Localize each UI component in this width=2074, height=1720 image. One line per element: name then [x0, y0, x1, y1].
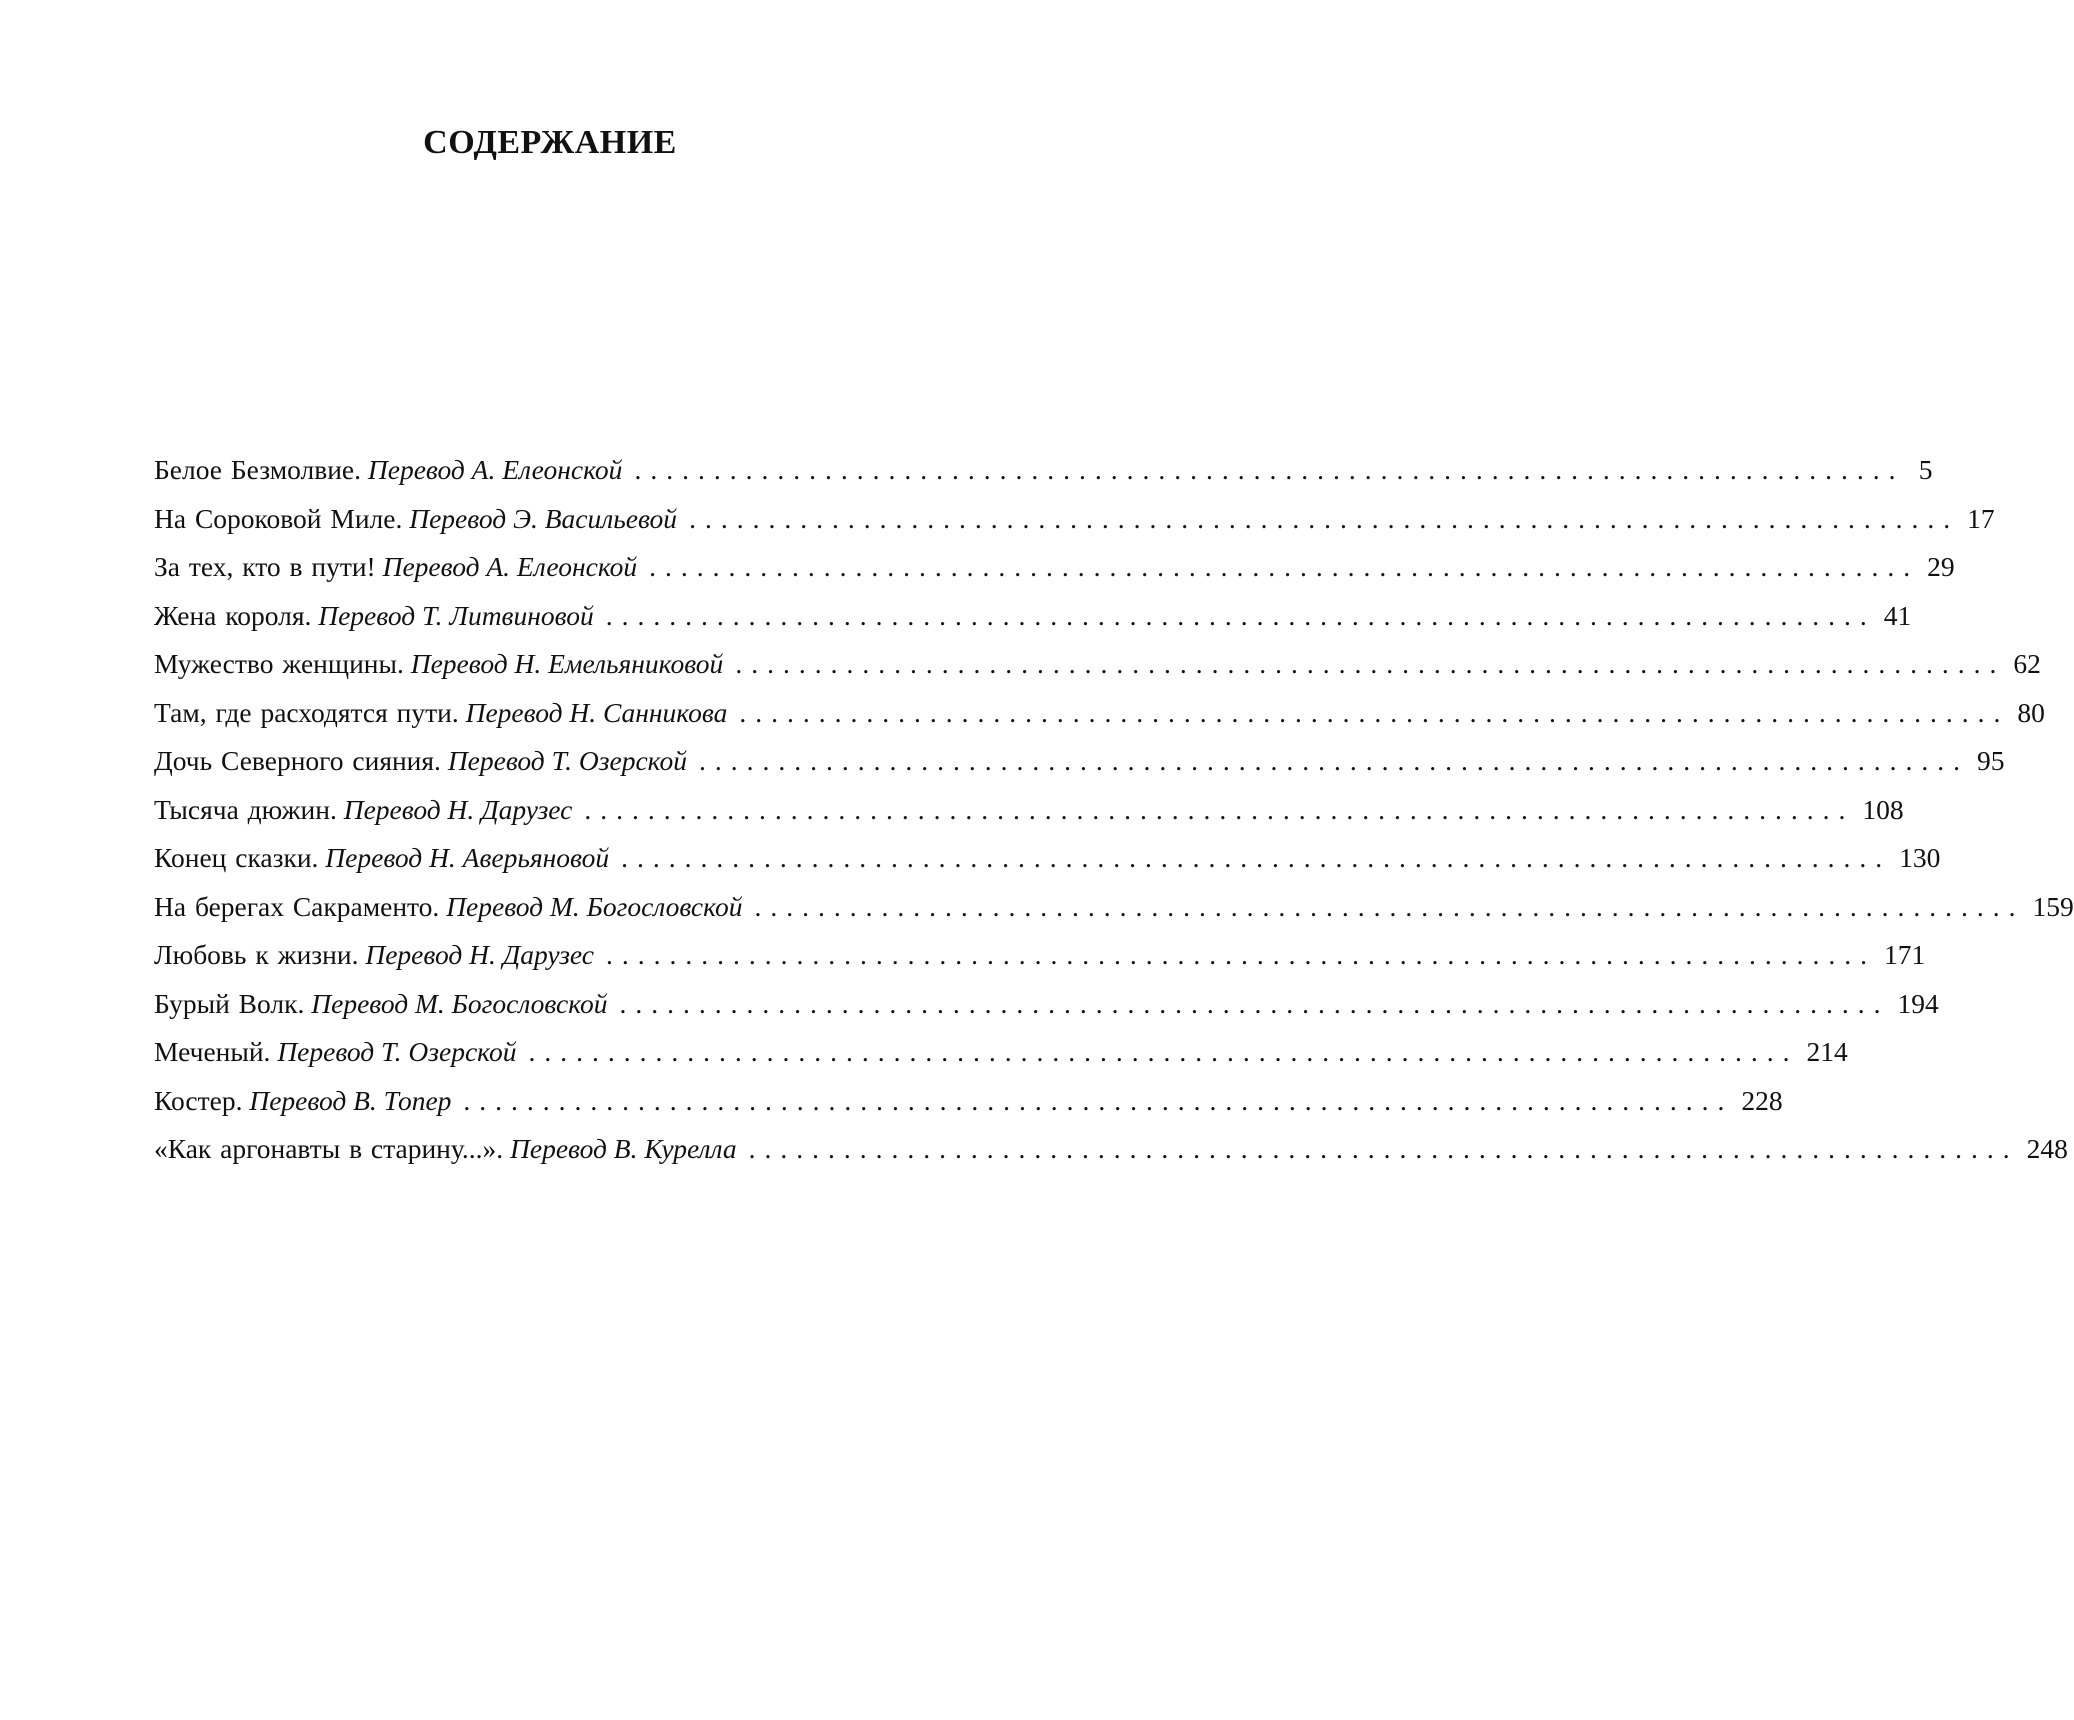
entry-title: Любовь к жизни. [154, 939, 359, 970]
entry-main [154, 988, 608, 1020]
toc-entry [154, 696, 2045, 746]
entry-title: За тех, кто в пути! [154, 551, 376, 582]
entry-main [154, 600, 594, 632]
toc-entry [154, 939, 1926, 988]
toc-entry [154, 987, 1939, 1037]
entry-main [154, 1036, 516, 1068]
dot-leader: ................................................................................ [649, 551, 1920, 582]
entry-title: Тысяча дюжин. [154, 793, 337, 825]
entry-page-number: 29 [1927, 551, 1955, 582]
entry-main [154, 939, 594, 971]
entry-title: Меченый. [154, 1036, 271, 1067]
toc-entry [154, 1036, 1848, 1085]
entry-translator: Перевод Н. Дарузес [365, 939, 594, 970]
dot-leader: ................................................................................ [748, 1133, 2019, 1164]
entry-title: Белое Безмолвие. [154, 454, 361, 485]
page-title: СОДЕРЖАНИЕ [423, 124, 677, 161]
dot-leader: ................................................................................ [605, 939, 1876, 970]
dot-leader: ................................................................................ [698, 745, 1969, 776]
entry-page-number: 214 [1806, 1036, 1848, 1067]
toc-entry [154, 502, 1995, 552]
dot-leader: ................................................................................ [584, 793, 1855, 825]
entry-title: «Как аргонавты в старину...». [154, 1133, 504, 1164]
entry-title: Там, где расходятся пути. [154, 696, 459, 728]
entry-translator: Перевод М. Богословской [311, 987, 608, 1019]
toc-entry [154, 454, 1933, 503]
entry-translator: Перевод Т. Озерской [447, 745, 687, 776]
entry-title: На берегах Сакраменто. [154, 890, 440, 922]
entry-page-number: 171 [1883, 939, 1926, 970]
entry-title: Костер. [154, 1084, 243, 1116]
entry-translator: Перевод Н. Дарузес [343, 793, 573, 825]
entry-page-number: 159 [2032, 890, 2074, 922]
toc-entry [154, 890, 2074, 940]
entry-main [154, 551, 637, 583]
entry-page-number: 130 [1899, 842, 1941, 873]
entry-main [154, 648, 723, 680]
entry-translator: Перевод Т. Литвиновой [318, 599, 594, 631]
entry-main [154, 697, 727, 729]
toc-entry [154, 745, 2005, 794]
entry-translator: Перевод Н. Аверьяновой [325, 842, 610, 873]
toc-entry [154, 1084, 1783, 1134]
dot-leader: ................................................................................ [463, 1084, 1734, 1116]
entry-page-number: 41 [1883, 599, 1912, 631]
entry-page-number: 95 [1976, 745, 2005, 776]
dot-leader: ................................................................................ [739, 696, 2010, 728]
toc-entry [154, 648, 2041, 697]
toc-entry [154, 793, 1904, 843]
entry-page-number: 194 [1897, 987, 1939, 1019]
entry-title: Бурый Волк. [154, 987, 305, 1019]
toc-list [154, 454, 2074, 1182]
dot-leader: ................................................................................ [619, 987, 1890, 1019]
entry-page-number: 80 [2017, 696, 2045, 728]
entry-page-number: 228 [1741, 1084, 1783, 1116]
entry-page-number: 108 [1862, 793, 1904, 825]
entry-title: Мужество женщины. [154, 648, 404, 679]
entry-translator: Перевод В. Топер [249, 1084, 452, 1116]
dot-leader: ................................................................................ [605, 599, 1876, 631]
dot-leader: ................................................................................ [621, 842, 1892, 873]
entry-title: Дочь Северного сияния. [154, 745, 441, 776]
entry-main [154, 454, 622, 486]
dot-leader: ................................................................................ [689, 502, 1960, 534]
entry-main [154, 794, 572, 826]
entry-page-number: 62 [2013, 648, 2041, 679]
entry-title: Конец сказки. [154, 842, 319, 873]
dot-leader: ................................................................................ [754, 890, 2025, 922]
entry-translator: Перевод М. Богословской [446, 890, 743, 922]
entry-translator: Перевод Т. Озерской [277, 1036, 517, 1067]
dot-leader: ................................................................................ [528, 1036, 1799, 1067]
entry-main [154, 1085, 451, 1117]
toc-entry [154, 599, 1912, 649]
entry-translator: Перевод Н. Емельяниковой [410, 648, 724, 679]
entry-title: На Сороковой Миле. [154, 502, 403, 534]
toc-entry [154, 551, 1955, 600]
dot-leader: ................................................................................ [634, 454, 1905, 485]
toc-entry [154, 1133, 2068, 1182]
entry-main [154, 891, 742, 923]
toc-entry [154, 842, 1941, 891]
entry-main [154, 503, 677, 535]
entry-translator: Перевод А. Елеонской [367, 454, 623, 485]
entry-translator: Перевод Н. Санникова [465, 696, 728, 728]
entry-page-number: 5 [1918, 454, 1933, 485]
entry-title: Жена короля. [154, 599, 312, 631]
entry-translator: Перевод В. Курелла [510, 1133, 737, 1164]
entry-main [154, 842, 609, 874]
entry-page-number: 248 [2026, 1133, 2068, 1164]
dot-leader: ................................................................................ [735, 648, 2006, 679]
entry-main [154, 745, 687, 777]
entry-translator: Перевод Э. Васильевой [409, 502, 678, 534]
entry-translator: Перевод А. Елеонской [382, 551, 638, 582]
entry-page-number: 17 [1967, 502, 1995, 534]
entry-main [154, 1133, 737, 1165]
